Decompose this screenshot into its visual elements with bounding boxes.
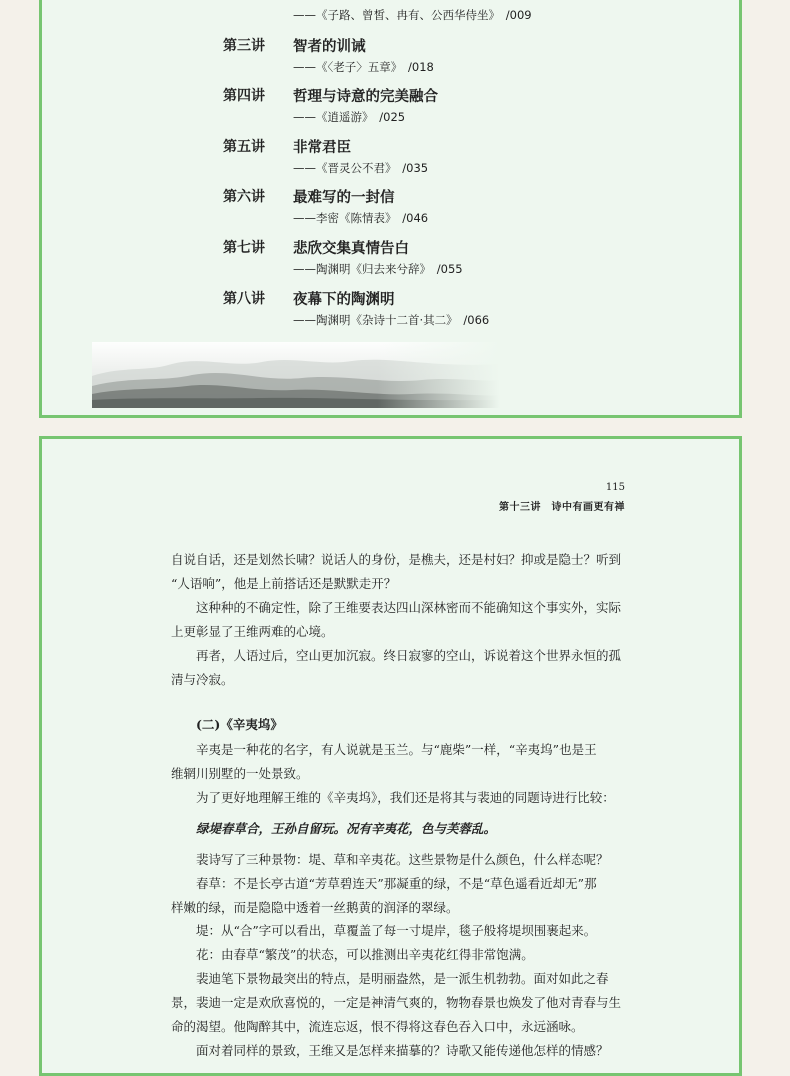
toc-entry-subtitle: ——陶渊明《归去来兮辞》 /055 xyxy=(293,262,463,276)
body-line: 春草：不是长亭古道“芳草碧连天”那凝重的绿，不是“草色遥看近却无”那 xyxy=(171,876,597,891)
body-line: 裴迪笔下景物最突出的特点，是明丽盎然，是一派生机勃勃。面对如此之春 xyxy=(171,971,609,986)
body-line: 面对着同样的景致，王维又是怎样来描摹的？诗歌又能传递他怎样的情感？ xyxy=(171,1043,609,1058)
body-line: 上更彰显了王维两难的心境。 xyxy=(171,624,334,639)
body-line: 再者，人语过后，空山更加沉寂。终日寂寥的空山，诉说着这个世界永恒的孤 xyxy=(171,648,622,663)
body-line: 裴诗写了三种景物：堤、草和辛夷花。这些景物是什么颜色，什么样态呢？ xyxy=(171,852,609,867)
body-line: “人语响”，他是上前搭话还是默默走开？ xyxy=(171,576,397,591)
body-line: 堤：从“合”字可以看出，草覆盖了每一寸堤岸，毯子般将堤坝围裹起来。 xyxy=(171,923,597,938)
toc-lecture-title: 哲理与诗意的完美融合 xyxy=(293,88,438,105)
toc-entry-subtitle: ——《子路、曾皙、冉有、公西华侍坐》 /009 xyxy=(293,8,532,22)
body-line: 景，裴迪一定是欢欣喜悦的，一定是神清气爽的，物物春景也焕发了他对青春与生 xyxy=(171,995,622,1010)
toc-entry-subtitle: ——陶渊明《杂诗十二首·其二》 /066 xyxy=(293,313,490,327)
toc-lecture-number: 第七讲 xyxy=(223,240,265,256)
body-line: 清与冷寂。 xyxy=(171,672,234,687)
toc-entry-subtitle: ——李密《陈情表》 /046 xyxy=(293,211,429,225)
ink-landscape-image xyxy=(92,342,500,408)
toc-entry-subtitle: ——《〈老子〉五章》 /018 xyxy=(293,60,434,74)
quoted-poem: 绿堤春草合，王孙自留玩。况有辛夷花，色与芙蓉乱。 xyxy=(171,821,497,836)
toc-lecture-number: 第八讲 xyxy=(223,291,265,307)
body-line: 辛夷是一种花的名字，有人说就是玉兰。与“鹿柴”一样，“辛夷坞”也是王 xyxy=(171,742,597,757)
toc-lecture-number: 第五讲 xyxy=(223,139,265,155)
toc-lecture-number: 第四讲 xyxy=(223,88,265,104)
body-line: 维辋川别墅的一处景致。 xyxy=(171,766,309,781)
toc-lecture-number: 第三讲 xyxy=(223,38,265,54)
toc-lecture-title: 夜幕下的陶渊明 xyxy=(293,291,395,308)
toc-lecture-title: 非常君臣 xyxy=(293,139,351,156)
body-line: 为了更好地理解王维的《辛夷坞》，我们还是将其与裴迪的同题诗进行比较： xyxy=(171,790,615,805)
toc-lecture-number: 第六讲 xyxy=(223,189,265,205)
toc-panel xyxy=(39,0,742,418)
toc-lecture-title: 智者的训诫 xyxy=(293,38,366,55)
toc-entry-subtitle: ——《晋灵公不君》 /035 xyxy=(293,161,429,175)
book-page-panel xyxy=(39,436,742,1076)
toc-lecture-title: 最难写的一封信 xyxy=(293,189,395,206)
running-header-title: 第十三讲 诗中有画更有禅 xyxy=(499,502,625,513)
body-line: 花：由春草“繁茂”的状态，可以推测出辛夷花红得非常饱满。 xyxy=(171,947,534,962)
body-line: 样嫩的绿，而是隐隐中透着一丝鹅黄的润泽的翠绿。 xyxy=(171,900,459,915)
body-line: 命的渴望。他陶醉其中，流连忘返，恨不得将这春色吞入口中，永远涵咏。 xyxy=(171,1019,584,1034)
section-heading: (二)《辛夷坞》 xyxy=(171,717,283,732)
body-line: 自说自话，还是划然长啸？说话人的身份，是樵夫，还是村妇？抑或是隐士？听到 xyxy=(171,552,622,567)
toc-lecture-title: 悲欣交集真情告白 xyxy=(293,240,409,257)
body-line: 这种种的不确定性，除了王维要表达四山深林密而不能确知这个事实外，实际 xyxy=(171,600,622,615)
page-number: 115 xyxy=(605,482,625,493)
toc-entry-subtitle: ——《逍遥游》 /025 xyxy=(293,110,406,124)
